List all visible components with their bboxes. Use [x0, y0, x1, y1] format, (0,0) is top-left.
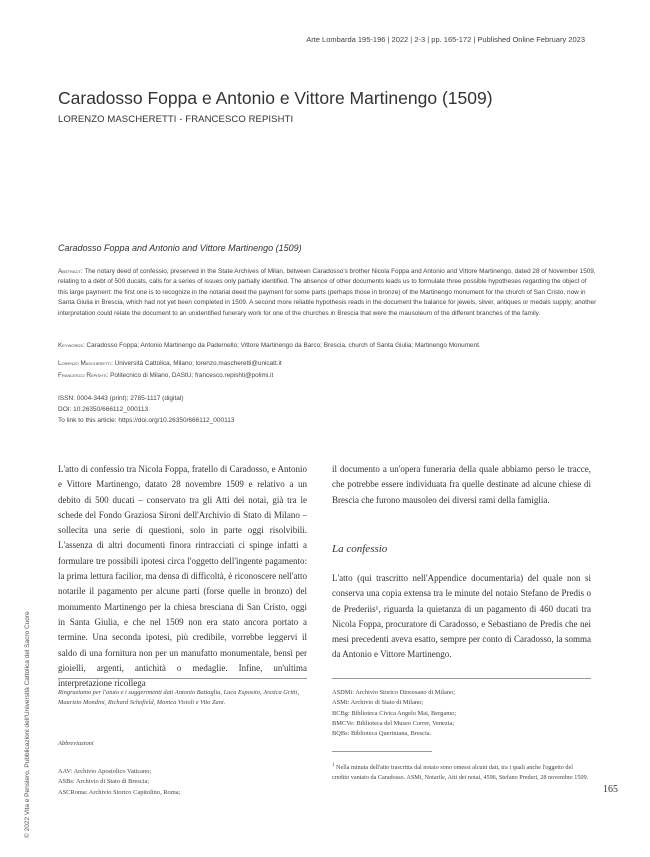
affiliation-text: Università Cattolica, Milano; lorenzo.mascheretti@unicatt.it: [114, 360, 282, 367]
side-copyright: © 2022 Vita e Pensiero, Pubblicazioni dell'Università Cattolica del Sacro Cuore: [24, 611, 31, 838]
footnote: [332, 761, 591, 783]
doi: DOI: 10.26350/666112_000113: [58, 406, 149, 413]
body-text-right: il documento a un'opera funeraria della quale abbiamo perso le tracce, che potrebbe essere individuata fra quelle destinate ad alcune chiese di Brescia che furono mausoleo dei diversi rami della famiglia.: [332, 464, 591, 505]
abbreviation-item: ASBs: Archivio di Stato di Brescia;: [58, 778, 150, 786]
issn: ISSN: 0004-3443 (print); 2785-1117 (digital): [58, 395, 184, 402]
abbreviations-list-right: [332, 688, 456, 739]
page-number: 165: [603, 784, 618, 795]
body-text-right-section: L'atto (qui trascritto nell'Appendice documentaria) del quale non si conserva una copia extensa tra le minute del notaio Stefano de Predis o de Prederiis¹, riguarda la quietanza di un pagamento di 460 ducati tra Nicola Foppa, procuratore di Caradosso, e Sebastiano de Predis che nei mesi precedenti aveva esatto, sempre per conto di Caradosso, la somma da Antonio e Vittore Martinengo.: [332, 573, 591, 660]
abbreviation-item: BMCVe: Biblioteca del Museo Correr, Venezia;: [332, 719, 455, 727]
abbreviations-heading: Abbreviazioni: [58, 740, 94, 747]
keywords-label: Keywords:: [58, 342, 85, 349]
footer-divider-right: [332, 678, 591, 679]
section-heading: La confessio: [332, 543, 388, 555]
footer-divider-left: [58, 678, 307, 679]
acknowledgements: Ringraziamo per l'aiuto e i suggerimenti dati Antonio Battaglia, Luca Esposito, Jessica Gritti, Maurizio Mondini, Richard Schofield, Monica Visioli e Vito Zani.: [58, 689, 300, 707]
abbreviation-item: BCBg: Biblioteca Civica Angelo Mai, Bergamo;: [332, 709, 457, 717]
journal-header: Arte Lombarda 195-196 | 2022 | 2-3 | pp. 165-172 | Published Online February 2023: [306, 35, 585, 44]
affiliation-repishti: [58, 372, 273, 379]
abbreviation-item: AAV: Archivio Apostolico Vaticano;: [58, 768, 152, 775]
keywords: [58, 342, 598, 349]
article-link[interactable]: To link to this article: https://doi.org/10.26350/666112_000113: [58, 417, 235, 424]
keywords-text: Caradosso Foppa; Antonio Martinengo da Padernello; Vittore Martinengo da Barco; Brescia, church of Santa Giulia; Martinengo Monument.: [86, 342, 481, 349]
article-authors: LORENZO MASCHERETTI - FRANCESCO REPISHTI: [58, 114, 294, 125]
abbreviation-item: BQBs: Biblioteca Queriniana, Brescia.: [332, 730, 432, 738]
footnote-marker: 1: [332, 763, 335, 768]
affiliation-name: Lorenzo Mascheretti:: [58, 360, 113, 367]
abstract: [58, 267, 598, 319]
english-title: Caradosso Foppa and Antonio and Vittore Martinengo (1509): [58, 243, 302, 253]
abbreviations-list-left: [58, 767, 180, 798]
affiliation-mascheretti: [58, 360, 282, 367]
affiliation-text: Politecnico di Milano, DAStU; francesco.repishti@polimi.it: [110, 372, 274, 379]
body-text-left: L'atto di confessio tra Nicola Foppa, fratello di Caradosso, e Antonio e Vittore Martinengo, datato 28 novembre 1509 e relativo a un debito di 500 ducati – conservato tra gli Atti dei notai, già tra le schede del Fondo Graziosa Sironi dell'Archivio di Stato di Milano – sollecita una serie di questioni, solo in parte oggi risolvibili. L'assenza di altri documenti finora rintracciati ci spinge infatti a formulare tre possibili ipotesi circa l'oggetto dell'ingente pagamento: la prima lettura facilior, ma densa di difficoltà, è riconoscere nell'atto notarile il pagamento per alcune parti (forse quelle in bronzo) del monumento Martinengo per la chiesa bresciana di San Cristo, oggi in Santa Giulia, e che nel 1509 non era stato ancora portato a termine. Una seconda ipotesi, più credibile, vorrebbe leggervi il saldo di una fornitura non per un manufatto monumentale, bensì per gioielli, argenti, antichità o medaglie. Infine, un'ultima interpretazione ricollega: [58, 464, 307, 689]
footnote-divider: [332, 751, 432, 752]
footnote-text: Nella minuta dell'atto trascritta dal notaio sono omessi alcuni dati, tra i quali anche l'oggetto del credito vantato da Caradosso. ASMi, Notarile, Atti dei notai, 4596, Stefano Prederi, 28 novembre 1509.: [332, 764, 589, 782]
abbreviation-item: ASMi: Archivio di Stato di Milano;: [332, 699, 424, 707]
abbreviation-item: ASCRoma: Archivio Storico Capitolino, Roma;: [58, 788, 181, 796]
affiliation-name: Francesco Repishti:: [58, 372, 109, 379]
abbreviation-item: ASDMi: Archivio Storico Diocesano di Milano;: [332, 689, 456, 696]
abstract-text: The notary deed of confessio, preserved in the State Archives of Milan, between Caradosso's brother Nicola Foppa and Antonio and Vittore Martinengo, dated 28 of November 1509, relating to a debt of 500 ducats, calls for a series of issues only partially identified. The absence of other documents leads us to formulate three possible hypotheses regarding the object of this large payment: the first one is to recognize in the notarial deed the payment for some parts (perhaps those in bronze) of the Martinengo monument for the church of San Cristo, now in Santa Giulia in Brescia, which had not yet been completed in 1509. A second more reliable hypothesis reads in the document the balance for jewels, silver, antiques or medals supply; another interpretation could relate the document to an unidentified funerary work for one of the churches in Brescia that were the mausoleum of the different branches of the family.: [58, 268, 597, 317]
article-title: Caradosso Foppa e Antonio e Vittore Martinengo (1509): [58, 88, 493, 108]
abstract-label: Abstract:: [58, 268, 83, 275]
